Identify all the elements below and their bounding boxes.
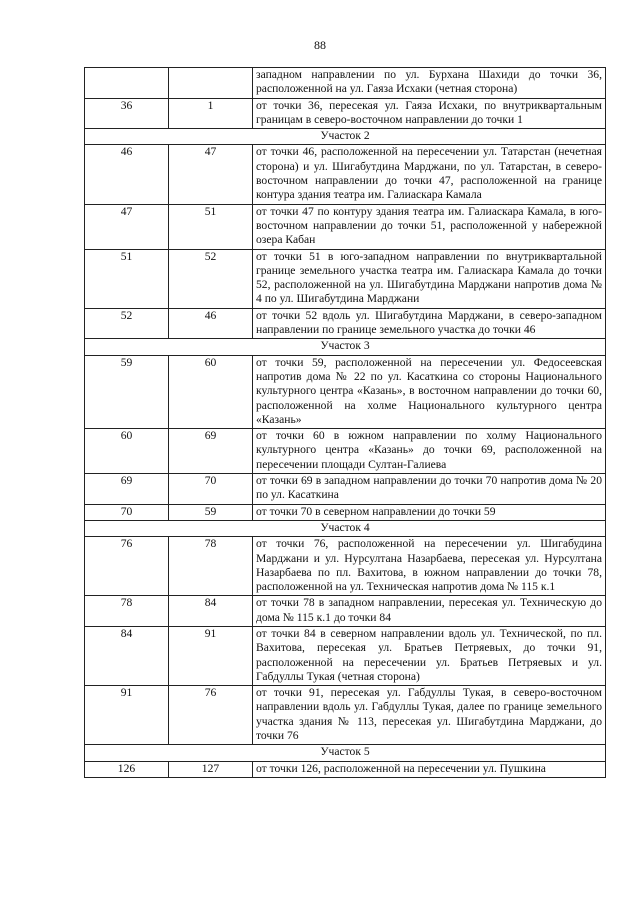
table-row xyxy=(85,686,606,745)
to-point-cell: 47 xyxy=(169,145,253,204)
description-cell: от точки 60 в южном направлении по холму Национального культурного центра «Казань» до точки 69, расположенной на пересечении площади Султан-Галиева xyxy=(253,429,606,474)
section-row xyxy=(85,520,606,536)
table-row xyxy=(85,537,606,596)
description-cell: от точки 46, расположенной на пересечении ул. Татарстан (нечетная сторона) и ул. Шигабутдина Марджани, по ул. Татарстан, в северо-восточном направлении до точки 47, расположенной на границе контура здания театра им. Галиаскара Камала xyxy=(253,145,606,204)
description-cell: от точки 52 вдоль ул. Шигабутдина Марджани, в северо-западном направлении по границе земельного участка до точки 46 xyxy=(253,308,606,339)
table-row xyxy=(85,474,606,505)
table-row xyxy=(85,429,606,474)
from-point-cell: 52 xyxy=(85,308,169,339)
to-point-cell xyxy=(169,68,253,99)
from-point-cell: 69 xyxy=(85,474,169,505)
section-row xyxy=(85,129,606,145)
description-cell: от точки 36, пересекая ул. Гаяза Исхаки, по внутриквартальным границам в северо-восточном направлении до точки 1 xyxy=(253,98,606,129)
description-cell: от точки 70 в северном направлении до точки 59 xyxy=(253,504,606,520)
from-point-cell: 78 xyxy=(85,596,169,627)
from-point-cell: 91 xyxy=(85,686,169,745)
section-row xyxy=(85,339,606,355)
table-row xyxy=(85,249,606,308)
table-row xyxy=(85,504,606,520)
table-row xyxy=(85,204,606,249)
from-point-cell: 59 xyxy=(85,355,169,428)
to-point-cell: 1 xyxy=(169,98,253,129)
description-cell: от точки 69 в западном направлении до точки 70 напротив дома № 20 по ул. Касаткина xyxy=(253,474,606,505)
boundary-table xyxy=(84,67,606,778)
section-row xyxy=(85,745,606,761)
to-point-cell: 84 xyxy=(169,596,253,627)
table-row xyxy=(85,308,606,339)
description-cell: от точки 76, расположенной на пересечении ул. Шигабудина Марджани и ул. Нурсултана Назарбаева, пересекая ул. Нурсултана Назарбаева по пл. Вахитова, в южном направлении до точки 78, расположенной на ул. Техническая напротив дома № 115 к.1 xyxy=(253,537,606,596)
description-cell: от точки 126, расположенной на пересечении ул. Пушкина xyxy=(253,761,606,777)
from-point-cell: 36 xyxy=(85,98,169,129)
description-cell: от точки 51 в юго-западном направлении по внутриквартальной границе земельного участка театра им. Галиаскара Камала до точки 52, расположенной на ул. Шигабутдина Марджани напротив дома № 4 по ул. Шигабутдина Марджани xyxy=(253,249,606,308)
to-point-cell: 51 xyxy=(169,204,253,249)
to-point-cell: 127 xyxy=(169,761,253,777)
section-title: Участок 5 xyxy=(85,745,606,761)
to-point-cell: 78 xyxy=(169,537,253,596)
to-point-cell: 76 xyxy=(169,686,253,745)
from-point-cell: 51 xyxy=(85,249,169,308)
section-title: Участок 2 xyxy=(85,129,606,145)
table-body xyxy=(85,68,606,778)
to-point-cell: 91 xyxy=(169,626,253,685)
table-row xyxy=(85,596,606,627)
table-row xyxy=(85,68,606,99)
from-point-cell: 126 xyxy=(85,761,169,777)
from-point-cell: 46 xyxy=(85,145,169,204)
section-title: Участок 3 xyxy=(85,339,606,355)
description-cell: от точки 84 в северном направлении вдоль ул. Технической, по пл. Вахитова, пересекая ул. Братьев Петряевых, до точки 91, расположенной на пересечении ул. Братьев Петряевых и ул. Габдуллы Тукая (четная сторона) xyxy=(253,626,606,685)
table-row xyxy=(85,761,606,777)
from-point-cell: 70 xyxy=(85,504,169,520)
table-row xyxy=(85,355,606,428)
to-point-cell: 59 xyxy=(169,504,253,520)
section-title: Участок 4 xyxy=(85,520,606,536)
description-cell: западном направлении по ул. Бурхана Шахиди до точки 36, расположенной на ул. Гаяза Исхаки (четная сторона) xyxy=(253,68,606,99)
description-cell: от точки 59, расположенной на пересечении ул. Федосеевская напротив дома № 22 по ул. Касаткина со стороны Национального культурного центра «Казань», в восточном направлении до точки 60, расположенной на холме Национального культурного центра «Казань» xyxy=(253,355,606,428)
description-cell: от точки 47 по контуру здания театра им. Галиаскара Камала, в юго-восточном направлении до точки 51, расположенной у набережной озера Кабан xyxy=(253,204,606,249)
to-point-cell: 60 xyxy=(169,355,253,428)
description-cell: от точки 78 в западном направлении, пересекая ул. Техническую до дома № 115 к.1 до точки 84 xyxy=(253,596,606,627)
table-row xyxy=(85,98,606,129)
to-point-cell: 69 xyxy=(169,429,253,474)
table-row xyxy=(85,145,606,204)
from-point-cell xyxy=(85,68,169,99)
description-cell: от точки 91, пересекая ул. Габдуллы Тукая, в северо-восточном направлении вдоль ул. Габдуллы Тукая, далее по границе земельного участка здания № 113, пересекая ул. Шигабутдина Марджани, до точки 76 xyxy=(253,686,606,745)
to-point-cell: 46 xyxy=(169,308,253,339)
from-point-cell: 76 xyxy=(85,537,169,596)
to-point-cell: 52 xyxy=(169,249,253,308)
table-row xyxy=(85,626,606,685)
from-point-cell: 60 xyxy=(85,429,169,474)
from-point-cell: 47 xyxy=(85,204,169,249)
page-number: 88 xyxy=(314,38,326,52)
to-point-cell: 70 xyxy=(169,474,253,505)
from-point-cell: 84 xyxy=(85,626,169,685)
